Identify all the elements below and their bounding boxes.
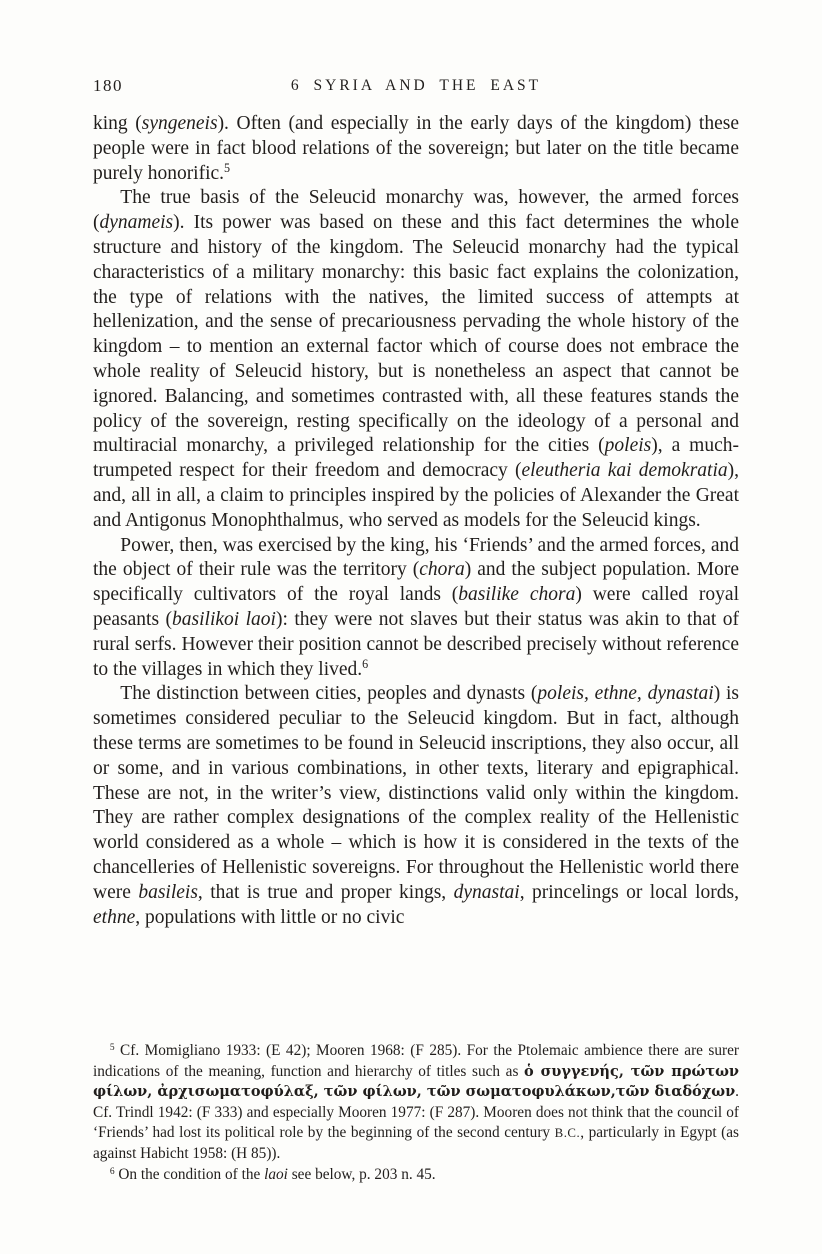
italic-text-run: poleis, ethne, dynastai: [537, 683, 714, 705]
greek-text-run: ὁ συγγενής, τῶν πρώτων φίλων, ἀρχισωματοφύλαξ, τῶν φίλων, τῶν σωματοφυλάκων,τῶν διαδόχων: [93, 1062, 739, 1101]
footnote-6: [93, 1165, 739, 1186]
italic-text-run: poleis: [604, 435, 652, 457]
text-run: see below, p. 203 n. 45.: [287, 1165, 436, 1183]
text-run: ), a much-trumpeted respect for their freedom and democracy (: [93, 435, 739, 482]
text-run: ): they were not slaves but their status was akin to that of rural serfs. However their position cannot be described precisely without reference to the villages in which they lived.: [93, 608, 739, 680]
text-run: On the condition of the: [114, 1165, 265, 1183]
italic-text-run: dynameis: [99, 212, 174, 234]
paragraph: [93, 186, 739, 533]
italic-text-run: basileis: [138, 881, 198, 903]
italic-text-run: dynastai: [453, 881, 520, 903]
footnote-marker: 5: [224, 161, 231, 176]
text-run: B.C.: [554, 1126, 581, 1141]
text-run: The true basis of the Seleucid monarchy was, however, the armed forces (: [93, 187, 739, 234]
italic-text-run: eleutheria kai demokratia: [521, 460, 728, 482]
text-run: Power, then, was exercised by the king, his ‘Friends’ and the armed forces, and the object of their rule was the territory (: [93, 534, 739, 581]
italic-text-run: basilike chora: [458, 584, 576, 606]
page-number: 180: [93, 76, 123, 95]
text-run: ). Often (and especially in the early days of the kingdom) these people were in fact blood relations of the sovereign; but later on the title became purely honorific.: [93, 113, 739, 184]
text-run: , that is true and proper kings,: [197, 881, 454, 903]
running-head-chapter-title: 6 SYRIA AND THE EAST: [290, 77, 542, 94]
text-run: . Cf. Trindl 1942: (F 333) and especially Mooren 1977: (F 287). Mooren does not think that the council of ‘Friends’ had lost its political role by the beginning of the second century: [93, 1083, 739, 1142]
footnote-marker: 6: [362, 657, 369, 672]
text-run: Cf. Momigliano 1933: (E 42); Mooren 1968: (F 285). For the Ptolemaic ambience there are surer indications of the meaning, function and hierarchy of titles such as: [93, 1042, 739, 1080]
footnote-marker: 5: [109, 1043, 115, 1054]
text-run: The distinction between cities, peoples and dynasts (: [120, 683, 538, 705]
text-run: , populations with little or no civic: [135, 906, 405, 928]
text-run: ) and the subject population. More specifically cultivators of the royal lands (: [93, 559, 739, 606]
text-run: , particularly in Egypt (as against Habicht 1958: (H 85)).: [93, 1124, 739, 1162]
footnote-5: [93, 1041, 739, 1165]
body-text: [93, 112, 739, 930]
text-run: , princelings or local lords,: [519, 881, 739, 903]
text-run: ) were called royal peasants (: [93, 584, 739, 630]
footnote-marker: 6: [109, 1166, 115, 1177]
italic-text-run: laoi: [264, 1165, 288, 1183]
italic-text-run: basilikoi laoi: [172, 608, 276, 630]
paragraph: [93, 682, 739, 930]
text-run: ) is sometimes considered peculiar to the Seleucid kingdom. But in fact, although these terms are sometimes to be found in Seleucid inscriptions, they also occur, all or some, and in various combinations, in other texts, literary and epigraphical. These are not, in the writer’s view, distinctions valid only within the kingdom. They are rather complex designations of the complex reality of the Hellenistic world considered as a whole – which is how it is considered in the texts of the chancelleries of Hellenistic sovereigns. For throughout the Hellenistic world there were: [93, 683, 740, 903]
paragraph: [93, 112, 739, 186]
footnotes: [93, 1041, 739, 1185]
italic-text-run: ethne: [93, 906, 136, 928]
running-head: [93, 76, 739, 98]
italic-text-run: chora: [419, 559, 465, 581]
text-run: ), and, all in all, a claim to principles inspired by the policies of Alexander the Great and Antigonus Monophthalmus, who served as models for the Seleucid kings.: [93, 460, 739, 531]
paragraph: [93, 534, 739, 683]
text-run: ). Its power was based on these and this fact determines the whole structure and history of the kingdom. The Seleucid monarchy had the typical characteristics of a military monarchy: this basic fact explains the colonization, the type of relations with the natives, the limited success of attempts at hellenization, and the sense of precariousness pervading the whole history of the kingdom – to mention an external factor which of course does not embrace the whole reality of Seleucid history, but is nonetheless an aspect that cannot be ignored. Balancing, and sometimes contrasted with, all these features stands the policy of the sovereign, resting specifically on the ideology of a personal and multiracial monarchy, a privileged relationship for the cities (: [93, 212, 739, 457]
text-run: king (: [93, 113, 142, 134]
italic-text-run: syngeneis: [141, 113, 218, 134]
